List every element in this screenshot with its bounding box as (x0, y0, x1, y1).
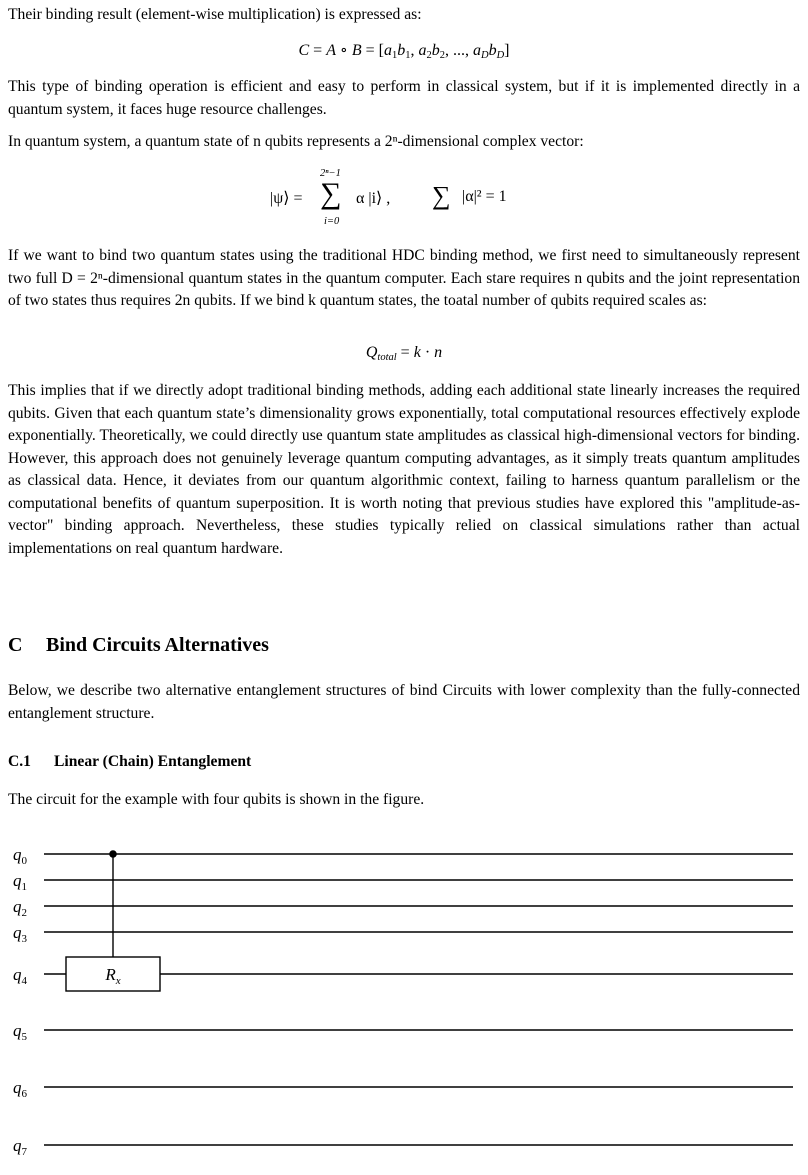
sum-symbol-2: ∑ (432, 181, 451, 210)
paragraph-quantum-state: In quantum system, a quantum state of n qubits represents a 2ⁿ-dimensional complex vector: (8, 133, 584, 150)
qubit-label-q2: $q_2$ (13, 897, 27, 919)
qubit-label-q6: $q_6$ (13, 1078, 27, 1100)
qubit-label-q5: $q_5$ (13, 1021, 27, 1043)
qubit-label-q4: $q_4$ (13, 965, 27, 987)
eq-state-sum-top: 2ⁿ−1 (320, 168, 341, 179)
eq-state-sum-bottom: i=0 (324, 216, 340, 227)
subsection-number: C.1 (8, 753, 31, 770)
qubit-label-q0: $q_0$ (13, 845, 27, 867)
eq-state-lhs: |ψ⟩ = (270, 190, 303, 207)
equation-binding: C = A ∘ $B = [a_1b_1$, $a_2b_2$, ..., $a_Db_D$] (298, 42, 510, 61)
qubit-label-q3: $q_3$ (13, 923, 27, 945)
equation-q-total: $Q_{total} = k \cdot n$ (365, 344, 443, 363)
eq-state-term: α |i⟩ , (356, 190, 391, 207)
paragraph-figure-intro: The circuit for the example with four qubits is shown in the figure. (8, 791, 425, 808)
qubit-label-q1: $q_1$ (13, 871, 27, 893)
paragraph-section-intro: Below, we describe two alternative entanglement structures of bind Circuits with lower complexity than the fully-connected entanglement structure. (8, 682, 800, 722)
paragraph-classical: This type of binding operation is efficient and easy to perform in classical system, but if it is implemented directly in a quantum system, it faces huge resource challenges. (8, 78, 800, 118)
rx-control-dot-0 (109, 850, 117, 858)
paragraph-binding-intro: Their binding result (element-wise multiplication) is expressed as: (8, 6, 422, 23)
eq-state-norm: |α|² = 1 (462, 188, 507, 205)
rx-gate-label-0: $R_x$ (105, 965, 121, 987)
paragraph-implications: This implies that if we directly adopt traditional binding methods, adding each additional state linearly increases the required qubits. Given that each quantum state’s dimensionality grows exponentially, total computational resources effectively explode exponentially. Theoretically, we could directly use quantum state amplitudes as classical high-dimensional vectors for binding. However, this approach does not genuinely leverage quantum computing advantages, as it simply treats quantum amplitudes as classical data. Hence, it deviates from our quantum algorithmic context, failing to harness quantum parallelism or the computational benefits of quantum superposition. It is worth noting that previous studies have explored this "amplitude-as-vector" binding approach. Nevertheless, these studies typically relied on classical simulations rather than actual implementations on real quantum hardware. (8, 382, 800, 557)
qubit-label-q7: $q_7$ (13, 1136, 27, 1158)
section-title: Bind Circuits Alternatives (46, 634, 269, 656)
sum-symbol: ∑ (320, 177, 342, 210)
paragraph-bind-two: If we want to bind two quantum states using the traditional HDC binding method, we first need to simultaneously represent two full D = 2ⁿ-dimensional quantum states in the quantum computer. Each stare requires n qubits and the joint representation of two states thus requires 2n qubits. If we bind k quantum states, the toatal number of qubits required scales as: (8, 247, 800, 309)
section-number: C (8, 634, 23, 656)
subsection-title: Linear (Chain) Entanglement (54, 753, 252, 770)
